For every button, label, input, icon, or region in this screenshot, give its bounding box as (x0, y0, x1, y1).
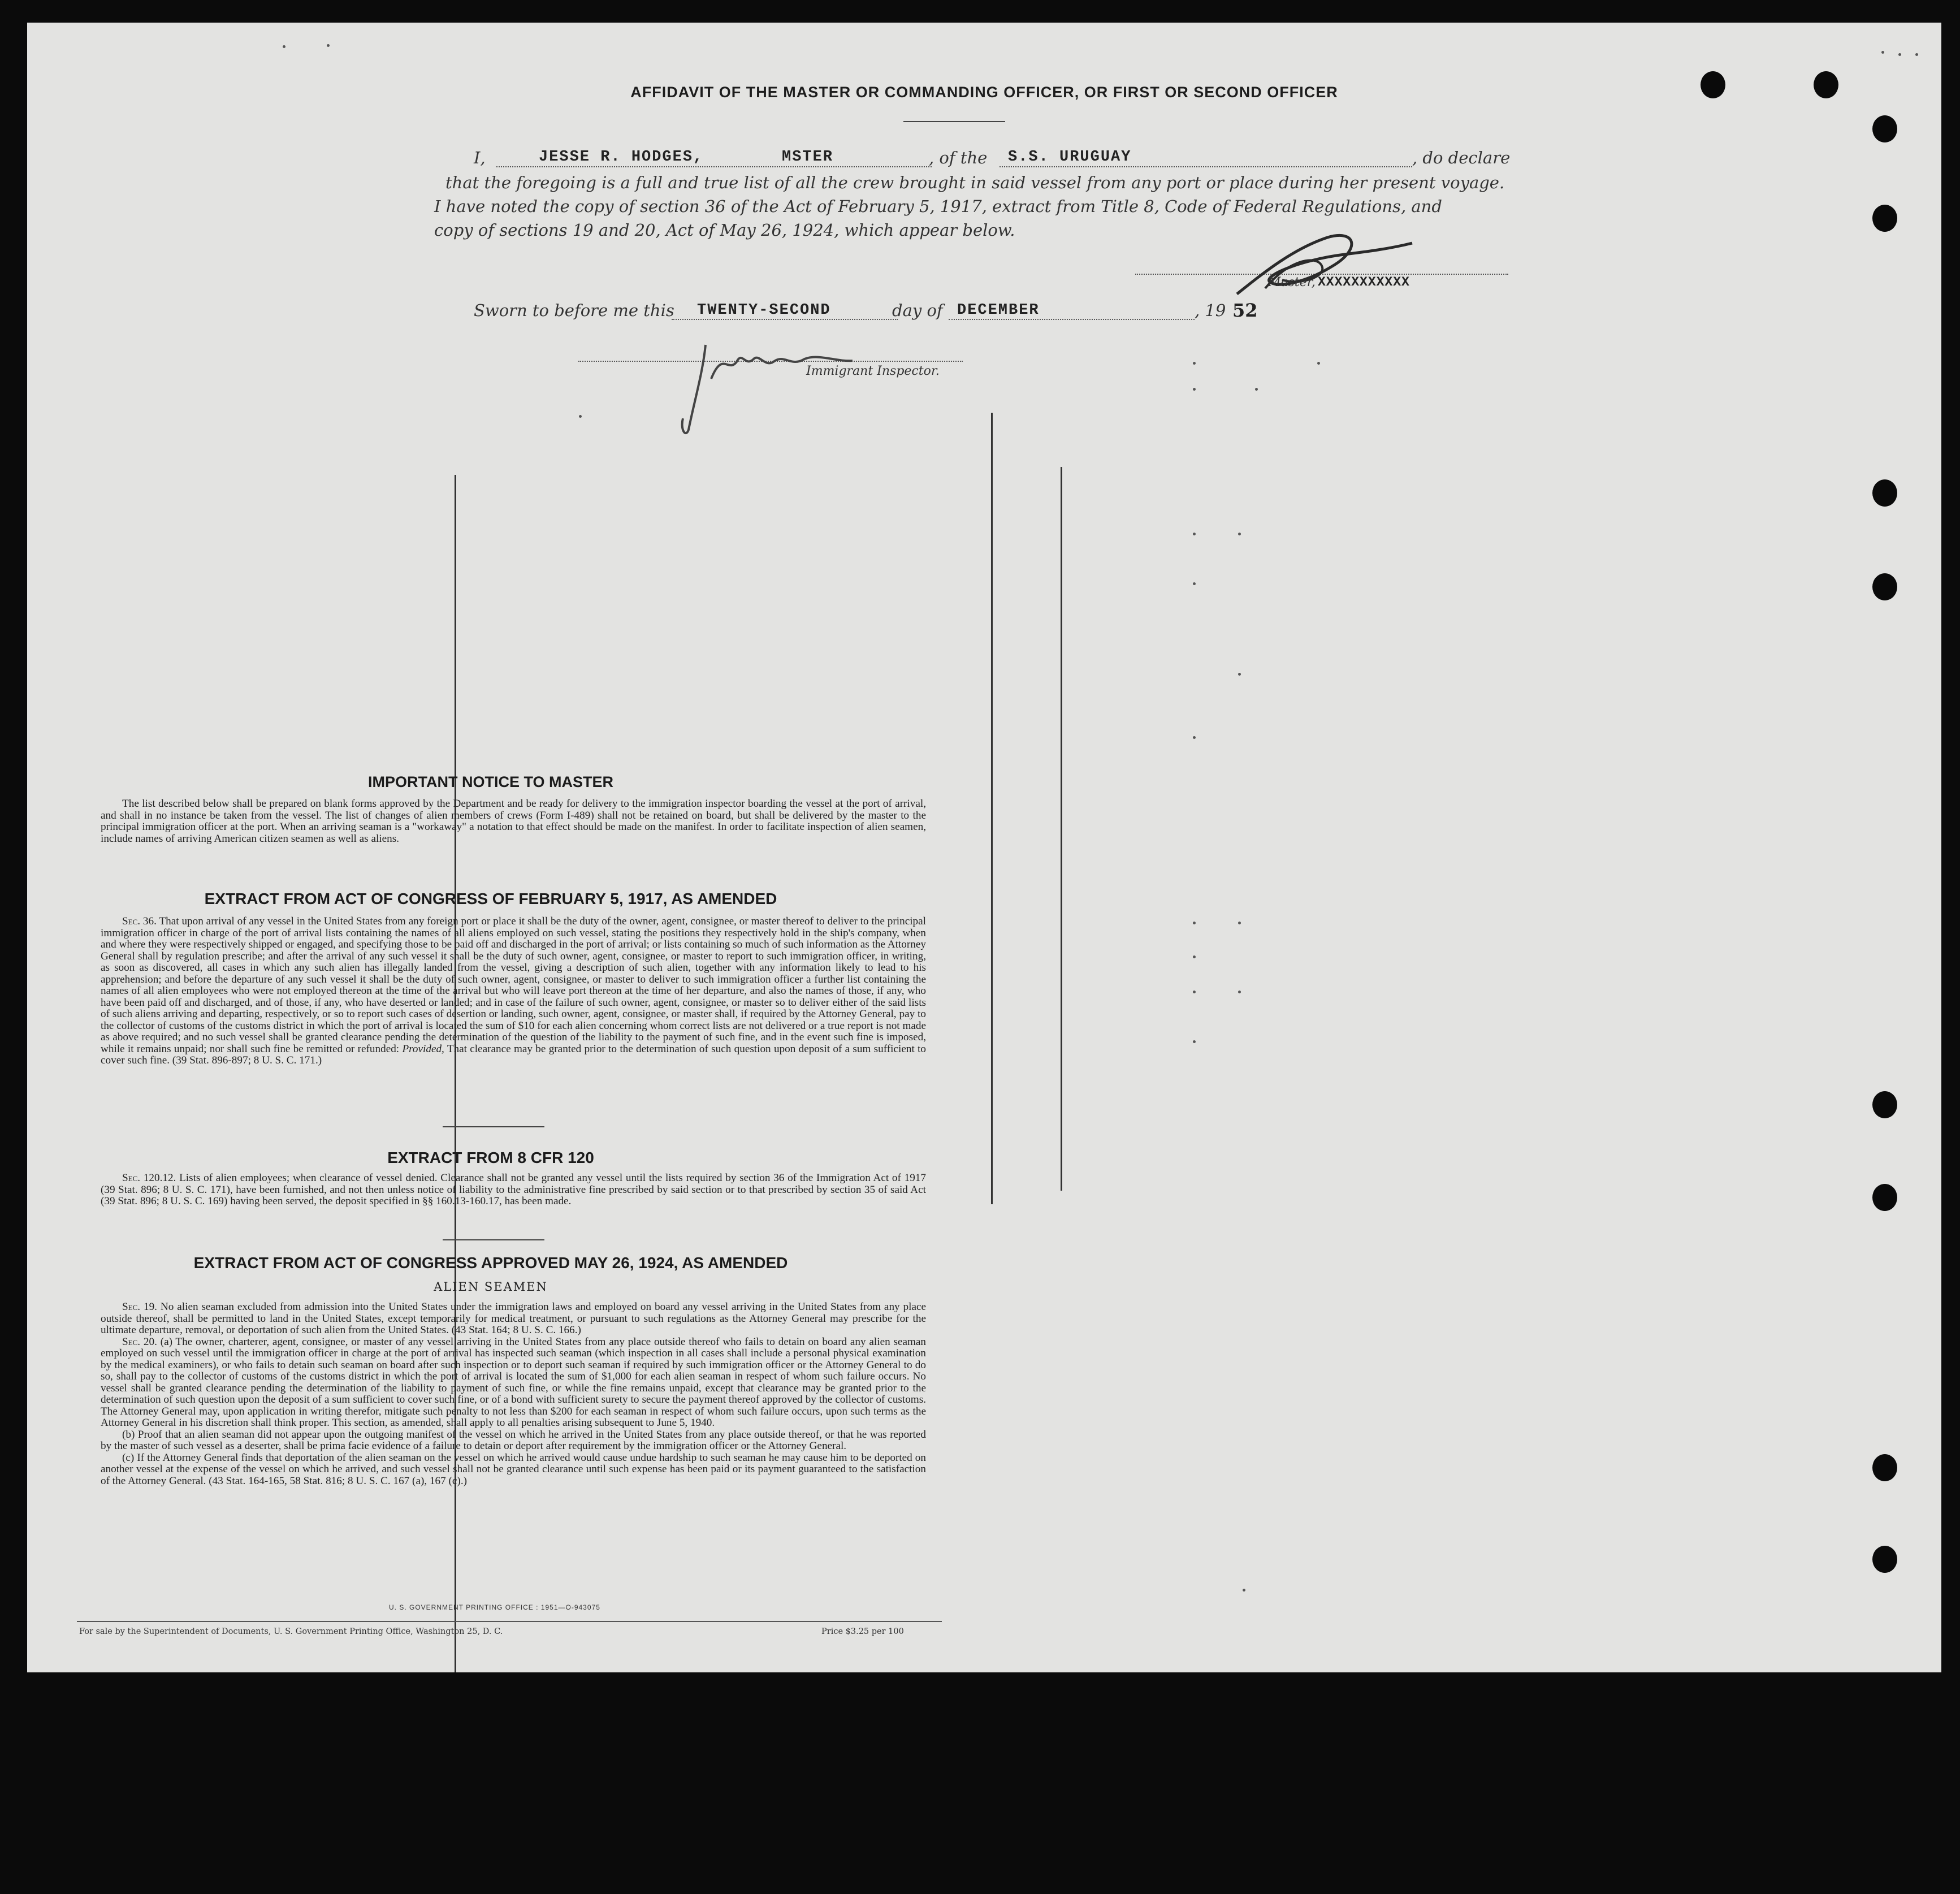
sec-19-label: Sec. 19. (122, 1301, 157, 1313)
footer-price-text: Price $3.25 per 100 (821, 1627, 904, 1636)
bleed-dot (1317, 362, 1320, 365)
sec-36-label: Sec. 36. (122, 915, 157, 927)
bleed-dot (1193, 991, 1196, 993)
punch-hole (1814, 71, 1838, 98)
bleed-dot (1193, 736, 1196, 739)
sworn-day: TWENTY-SECOND (697, 302, 831, 319)
declaration-line-4: copy of sections 19 and 20, Act of May 26, 1924, which appear below. (434, 220, 1015, 240)
extract-1917-heading: EXTRACT FROM ACT OF CONGRESS OF FEBRUARY 5, 1917, AS AMENDED (204, 890, 777, 907)
master-label: Master, (1268, 275, 1316, 289)
cfr-top-rule (443, 1126, 544, 1127)
bleed-dot (1193, 582, 1196, 585)
sec-20c-text: (c) If the Attorney General finds that deportation of the alien seaman on the vessel on which he arrived would cause undue hardship to such seaman he may cause him to be deported on another vessel at the expense of the vessel on which he arrived, and such vessel shall not be granted clearance until such expense has been paid or its payment guaranteed to the satisfaction of the Attorney General. (43 Stat. 164-165, 58 Stat. 816; 8 U. S. C. 167 (a), 167 (c).) (101, 1451, 926, 1487)
sec-120-text: Lists of alien employees; when clearance of vessel denied. Clearance shall not be granted any vessel until the lists required by section 36 of the Immigration Act of 1917 (39 Stat. 896; 8 U. S. C. 171), have been furnished, and not then unless notice of liability to the administrative fine prescribed by said section or to that prescribed by section 35 of said Act (39 Stat. 896; 8 U. S. C. 169) having been served, the deposit specified in §§ 160.13-160.17, has been made. (101, 1172, 926, 1207)
of-the-text: , of the (929, 148, 988, 167)
name-field-line (496, 166, 932, 167)
alien-seamen-subheading: ALIEN SEAMEN (434, 1280, 548, 1294)
bleed-dot (1238, 991, 1241, 993)
sworn-month: DECEMBER (957, 302, 1040, 319)
punch-hole (1872, 115, 1897, 142)
footer-rule (77, 1621, 942, 1622)
column-rule-2 (991, 413, 993, 1204)
corner-mark (283, 45, 285, 48)
sworn-prefix: Sworn to before me this (474, 301, 674, 320)
corner-mark (1915, 53, 1918, 56)
bleed-dot (1193, 388, 1196, 391)
extract-1924-heading: EXTRACT FROM ACT OF CONGRESS APPROVED MAY 26, 1924, AS AMENDED (193, 1254, 788, 1272)
printing-office-imprint: U. S. GOVERNMENT PRINTING OFFICE : 1951—O-943075 (389, 1603, 600, 1611)
punch-hole (1872, 205, 1897, 232)
do-declare-text: , do declare (1412, 148, 1511, 167)
vessel-field-line (1000, 166, 1412, 167)
bleed-dot (1238, 922, 1241, 924)
bleed-dot (1193, 362, 1196, 365)
bleed-dot (579, 415, 582, 418)
pronoun-i: I, (474, 148, 486, 167)
sec-120-label: Sec. 120.12. (122, 1172, 176, 1184)
affidavit-title: AFFIDAVIT OF THE MASTER OR COMMANDING OFFICER, OR FIRST OR SECOND OFFICER (630, 84, 1338, 101)
bleed-dot (1193, 955, 1196, 958)
provided-word: Provided, (402, 1043, 444, 1055)
sec-19-text: No alien seaman excluded from admission into the United States under the immigration laws and employed on board any vessel arriving in the United States from any place outside thereof, shall be permitted to land in the United States, except temporarily for medical treatment, or pursuant to such regulations as the Attorney General may prescribe for the ultimate departure, removal, or deportation of such alien from the United States. (43 Stat. 164; 8 U. S. C. 166.) (101, 1301, 927, 1336)
inspector-label: Immigrant Inspector. (806, 364, 940, 378)
bleed-dot (1193, 1040, 1196, 1043)
corner-mark (1898, 53, 1901, 56)
day-field-line (672, 319, 898, 320)
bleed-dot (1193, 533, 1196, 535)
extract-cfr-body (101, 1173, 926, 1208)
corner-mark (327, 44, 330, 47)
vessel-name: S.S. URUGUAY (1008, 149, 1132, 166)
sec-20a-text: (a) The owner, charterer, agent, consignee, or master of any vessel arriving in the United States from any place outside thereof who fails to detain on board any alien seaman employed on such vessel until the immigration officer in charge at the port of arrival has inspected such seaman (which inspection in all cases shall include a personal physical examination by the medical examiners), or who fails to detain such seaman on board after such inspection or to deport such seaman if required by such immigration officer or the Attorney General to do so, shall pay to the collector of customs of the customs district in which the port of arrival is located the sum of $1,000 for each alien seaman in respect of whom such failure occurs. No vessel shall be granted clearance pending the determination of the liability to payment of such fine, or while the fine remains unpaid, except that clearance may be granted prior to the determination of such question upon the deposit of a sum sufficient to cover such fine, or of a bond with sufficient surety to secure the payment thereof approved by the collector of customs. The Attorney General may, upon application in writing therefor, mitigate such penalty to not less than $200 for each seaman in respect of whom such failure occurs, upon such terms as the Attorney General in his discretion shall think proper. This section, as amended, shall apply to all penalties arising subsequent to June 5, 1940. (101, 1335, 927, 1429)
notice-heading: IMPORTANT NOTICE TO MASTER (368, 773, 613, 790)
master-rank: MSTER (782, 149, 834, 166)
declaration-line-3: I have noted the copy of section 36 of the Act of February 5, 1917, extract from Title 8, Code of Federal Regulations, and (434, 197, 1442, 216)
master-signature (1231, 226, 1418, 305)
punch-hole (1872, 1454, 1897, 1481)
column-rule-3 (1061, 467, 1062, 1191)
punch-hole (1872, 1184, 1897, 1211)
inspector-signature (672, 328, 864, 441)
act1924-top-rule (443, 1239, 544, 1240)
punch-hole (1872, 1091, 1897, 1118)
sec-36-tail: That clearance may be granted prior to the determination of such question upon deposit of a sum sufficient to cover such fine. (39 Stat. 896-897; 8 U. S. C. 171.) (101, 1043, 927, 1066)
bleed-dot (1193, 922, 1196, 924)
sec-36-text: That upon arrival of any vessel in the United States from any foreign port or place it shall be the duty of the owner, agent, consignee, or master thereof to deliver to the principal immigration officer in charge of the port of arrival lists containing the names of all aliens employed on such vessel, stating the positions they respectively hold in the ship's company, when and where they were respectively shipped or engaged, and specifying those to be paid off and discharged in the port of arrival; or lists containing so much of such information as the Attorney General shall by regulation prescribe; and after the arrival of any such vessel it shall be the duty of such owner, agent, consignee, or master to report to such immigration officer, in writing, as soon as discovered, all cases in which any such alien has illegally landed from the vessel, giving a description of such alien, together with any information likely to lead to his apprehension; and before the departure of any such vessel it shall be the duty of such owner, agent, consignee, or master to deliver to such immigration officer a further list containing the names of all alien employees who were not employed thereon at the time of the arrival but who will leave port thereon at the time of her departure, and also the names of those, if any, who have been paid off and discharged, and of those, if any, who have deserted or landed; and in case of the failure of such owner, agent, consignee, or master so to deliver either of the said lists of such aliens arriving and departing, respectively, or so to report such cases of desertion or landing, such owner, agent, consignee, or master shall, if required by the Attorney General, pay to the collector of customs of the customs district in which the port of arrival is located the sum of $10 for each alien concerning whom correct lists are not delivered or a true report is not made as above required; and no such vessel shall be granted clearance pending the determination of the question of the liability to the payment of such fine, and in the event such fine is imposed, while it remains unpaid; nor shall such fine be remitted or refunded: (101, 915, 926, 1055)
document-page (27, 23, 1941, 1672)
notice-body (101, 798, 926, 845)
sec-20-label: Sec. 20. (122, 1335, 157, 1348)
extract-1917-body (101, 916, 926, 1067)
title-rule (903, 121, 1005, 122)
sworn-day-of: day of (892, 301, 943, 320)
punch-hole (1701, 71, 1725, 98)
sec-20b-text: (b) Proof that an alien seaman did not appear upon the outgoing manifest of the vessel on which he arrived in the United States from any place outside thereof, or that he was reported by the master of such vessel as a deserter, shall be prima facie evidence of a failure to detain or deport after requirement by the immigration officer or the Attorney General. (101, 1428, 926, 1452)
footer-sale-text: For sale by the Superintendent of Documents, U. S. Government Printing Office, Washington 25, D. C. (79, 1627, 503, 1636)
declaration-line-2: that the foregoing is a full and true list of all the crew brought in said vessel from any port or place during her present voyage. (445, 173, 1505, 192)
sworn-year-prefix: , 19 (1195, 301, 1226, 320)
extract-1924-body (101, 1301, 926, 1487)
extract-cfr-heading: EXTRACT FROM 8 CFR 120 (387, 1149, 594, 1166)
punch-hole (1872, 573, 1897, 600)
sworn-year-suffix: 52 (1232, 300, 1258, 321)
punch-hole (1872, 479, 1897, 507)
bleed-dot (1238, 533, 1241, 535)
bleed-dot (1238, 673, 1241, 676)
column-rule-1 (455, 475, 456, 1672)
master-name: JESSE R. HODGES, (539, 149, 704, 166)
bleed-dot (1255, 388, 1258, 391)
month-field-line (949, 319, 1195, 320)
bleed-dot (1243, 1589, 1245, 1592)
notice-text: The list described below shall be prepared on blank forms approved by the Department and be ready for delivery to the immigration inspector boarding the vessel at the port of arrival, and shall in no instance be taken from the vessel. The list of changes of alien members of crews (Form I-489) shall not be retained on board, but shall be delivered by the master to the principal immigration officer at the port. When an arriving seaman is a "workaway" a notation to that effect should be made on the manifest. In order to facilitate inspection of alien seamen, include names of arriving American citizen seamen as well as aliens. (101, 798, 926, 845)
punch-hole (1872, 1546, 1897, 1573)
corner-mark (1881, 51, 1884, 54)
struck-title: XXXXXXXXXXX (1318, 275, 1410, 289)
